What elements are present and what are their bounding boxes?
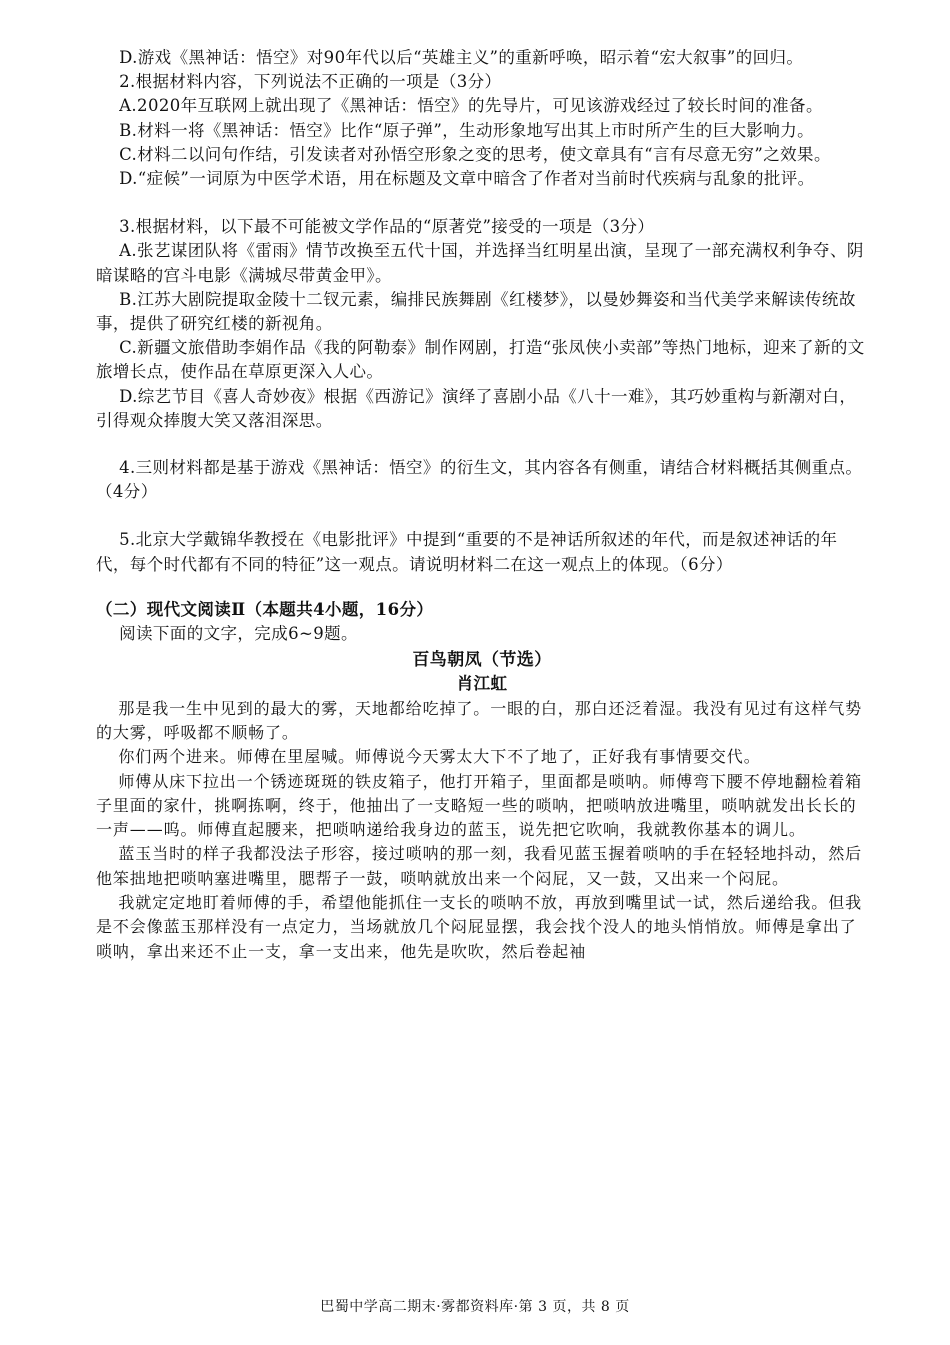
- passage-title: 百鸟朝凤（节选）: [412, 650, 552, 671]
- passage-paragraph: 那是我一生中见到的最大的雾，天地都给吃掉了。一眼的白，那白还泛着湿。我没有见过有这样气势的大雾，呼吸都不顺畅了。: [96, 698, 862, 742]
- q2-option-b: B.材料一将《黑神话：悟空》比作“原子弹”，生动形象地写出其上市时所产生的巨大影响力。: [119, 120, 815, 140]
- q5-question: 5.北京大学戴锦华教授在《电影批评》中提到“重要的不是神话所叙述的年代，而是叙述神话的年代，每个时代都有不同的特征”这一观点。请说明材料二在这一观点上的体现。（6分）: [96, 530, 838, 574]
- q2-stem: 2.根据材料内容，下列说法不正确的一项是（3分）: [119, 72, 502, 92]
- q2-option-d: D.“症候”一词原为中医学术语，用在标题及文章中暗含了作者对当前时代疾病与乱象的批评。: [119, 169, 815, 189]
- q3-option-b: B.江苏大剧院提取金陵十二钗元素，编排民族舞剧《红楼梦》，以曼妙舞姿和当代美学来解读传统故事，提供了研究红楼的新视角。: [96, 289, 856, 334]
- passage-paragraph: 你们两个进来。师傅在里屋喊。师傅说今天雾太大下不了地了，正好我有事情要交代。: [118, 747, 761, 767]
- page-footer: 巴蜀中学高二期末·雾都资料库·第 3 页，共 8 页: [320, 1299, 630, 1315]
- page-content: [96, 46, 868, 964]
- q1-option-d: D.游戏《黑神话：悟空》对90年代以后“英雄主义”的重新呼唤，昭示着“宏大叙事”的回归。: [119, 48, 804, 67]
- q3-stem: 3.根据材料，以下最不可能被文学作品的“原著党”接受的一项是（3分）: [119, 217, 655, 237]
- q2-option-a: A.2020年互联网上就出现了《黑神话：悟空》的先导片，可见该游戏经过了较长时间的准备。: [119, 96, 823, 116]
- passage-paragraph: 我就定定地盯着师傅的手，希望他能抓住一支长的唢呐不放，再放到嘴里试一试，然后递给我。但我是不会像蓝玉那样没有一点定力，当场就放几个闷屁显摆，我会找个没人的地头悄悄放。师傅是拿出了唢呐，拿出来还不止一支，拿一支出来，他先是吹吹，然后卷起袖: [96, 893, 862, 961]
- q2-option-c: C.材料二以问句作结，引发读者对孙悟空形象之变的思考，使文章具有“言有尽意无穷”之效果。: [119, 144, 831, 164]
- q3-option-c: C.新疆文旅借助李娟作品《我的阿勒泰》制作网剧，打造“张凤侠小卖部”等热门地标，迎来了新的文旅增长点，使作品在草原更深入人心。: [96, 338, 865, 382]
- q3-option-a: A.张艺谋团队将《雷雨》情节改换至五代十国，并选择当红明星出演，呈现了一部充满权利争夺、阴暗谋略的宫斗电影《满城尽带黄金甲》。: [96, 241, 864, 285]
- passage-paragraph: 蓝玉当时的样子我都没法子形容，接过唢呐的那一刻，我看见蓝玉握着唢呐的手在轻轻地抖动，然后他笨拙地把唢呐塞进嘴里，腮帮子一鼓，唢呐就放出来一个闷屁，又一鼓，又出来一个闷屁。: [96, 844, 862, 888]
- passage-paragraph: 师傅从床下拉出一个锈迹斑斑的铁皮箱子，他打开箱子，里面都是唢呐。师傅弯下腰不停地翻检着箱子里面的家什，挑啊拣啊，终于，他抽出了一支略短一些的唢呐，把唢呐放进嘴里，唢呐就发出长长的一声——呜。师傅直起腰来，把唢呐递给我身边的蓝玉，说先把它吹响，我就教你基本的调儿。: [96, 771, 862, 840]
- passage-body: [96, 697, 868, 964]
- reading-instruction: 阅读下面的文字，完成6~9题。: [119, 624, 358, 644]
- q3-option-d: D.综艺节目《喜人奇妙夜》根据《西游记》演绎了喜剧小品《八十一难》，其巧妙重构与新潮对白，引得观众捧腹大笑又落泪深思。: [96, 386, 857, 430]
- passage-author: 肖江虹: [456, 674, 508, 694]
- section-heading: （二）现代文阅读Ⅱ（本题共4小题，16分）: [96, 599, 434, 619]
- q4-question: 4.三则材料都是基于游戏《黑神话：悟空》的衍生文，其内容各有侧重，请结合材料概括其侧重点。（4分）: [96, 458, 863, 502]
